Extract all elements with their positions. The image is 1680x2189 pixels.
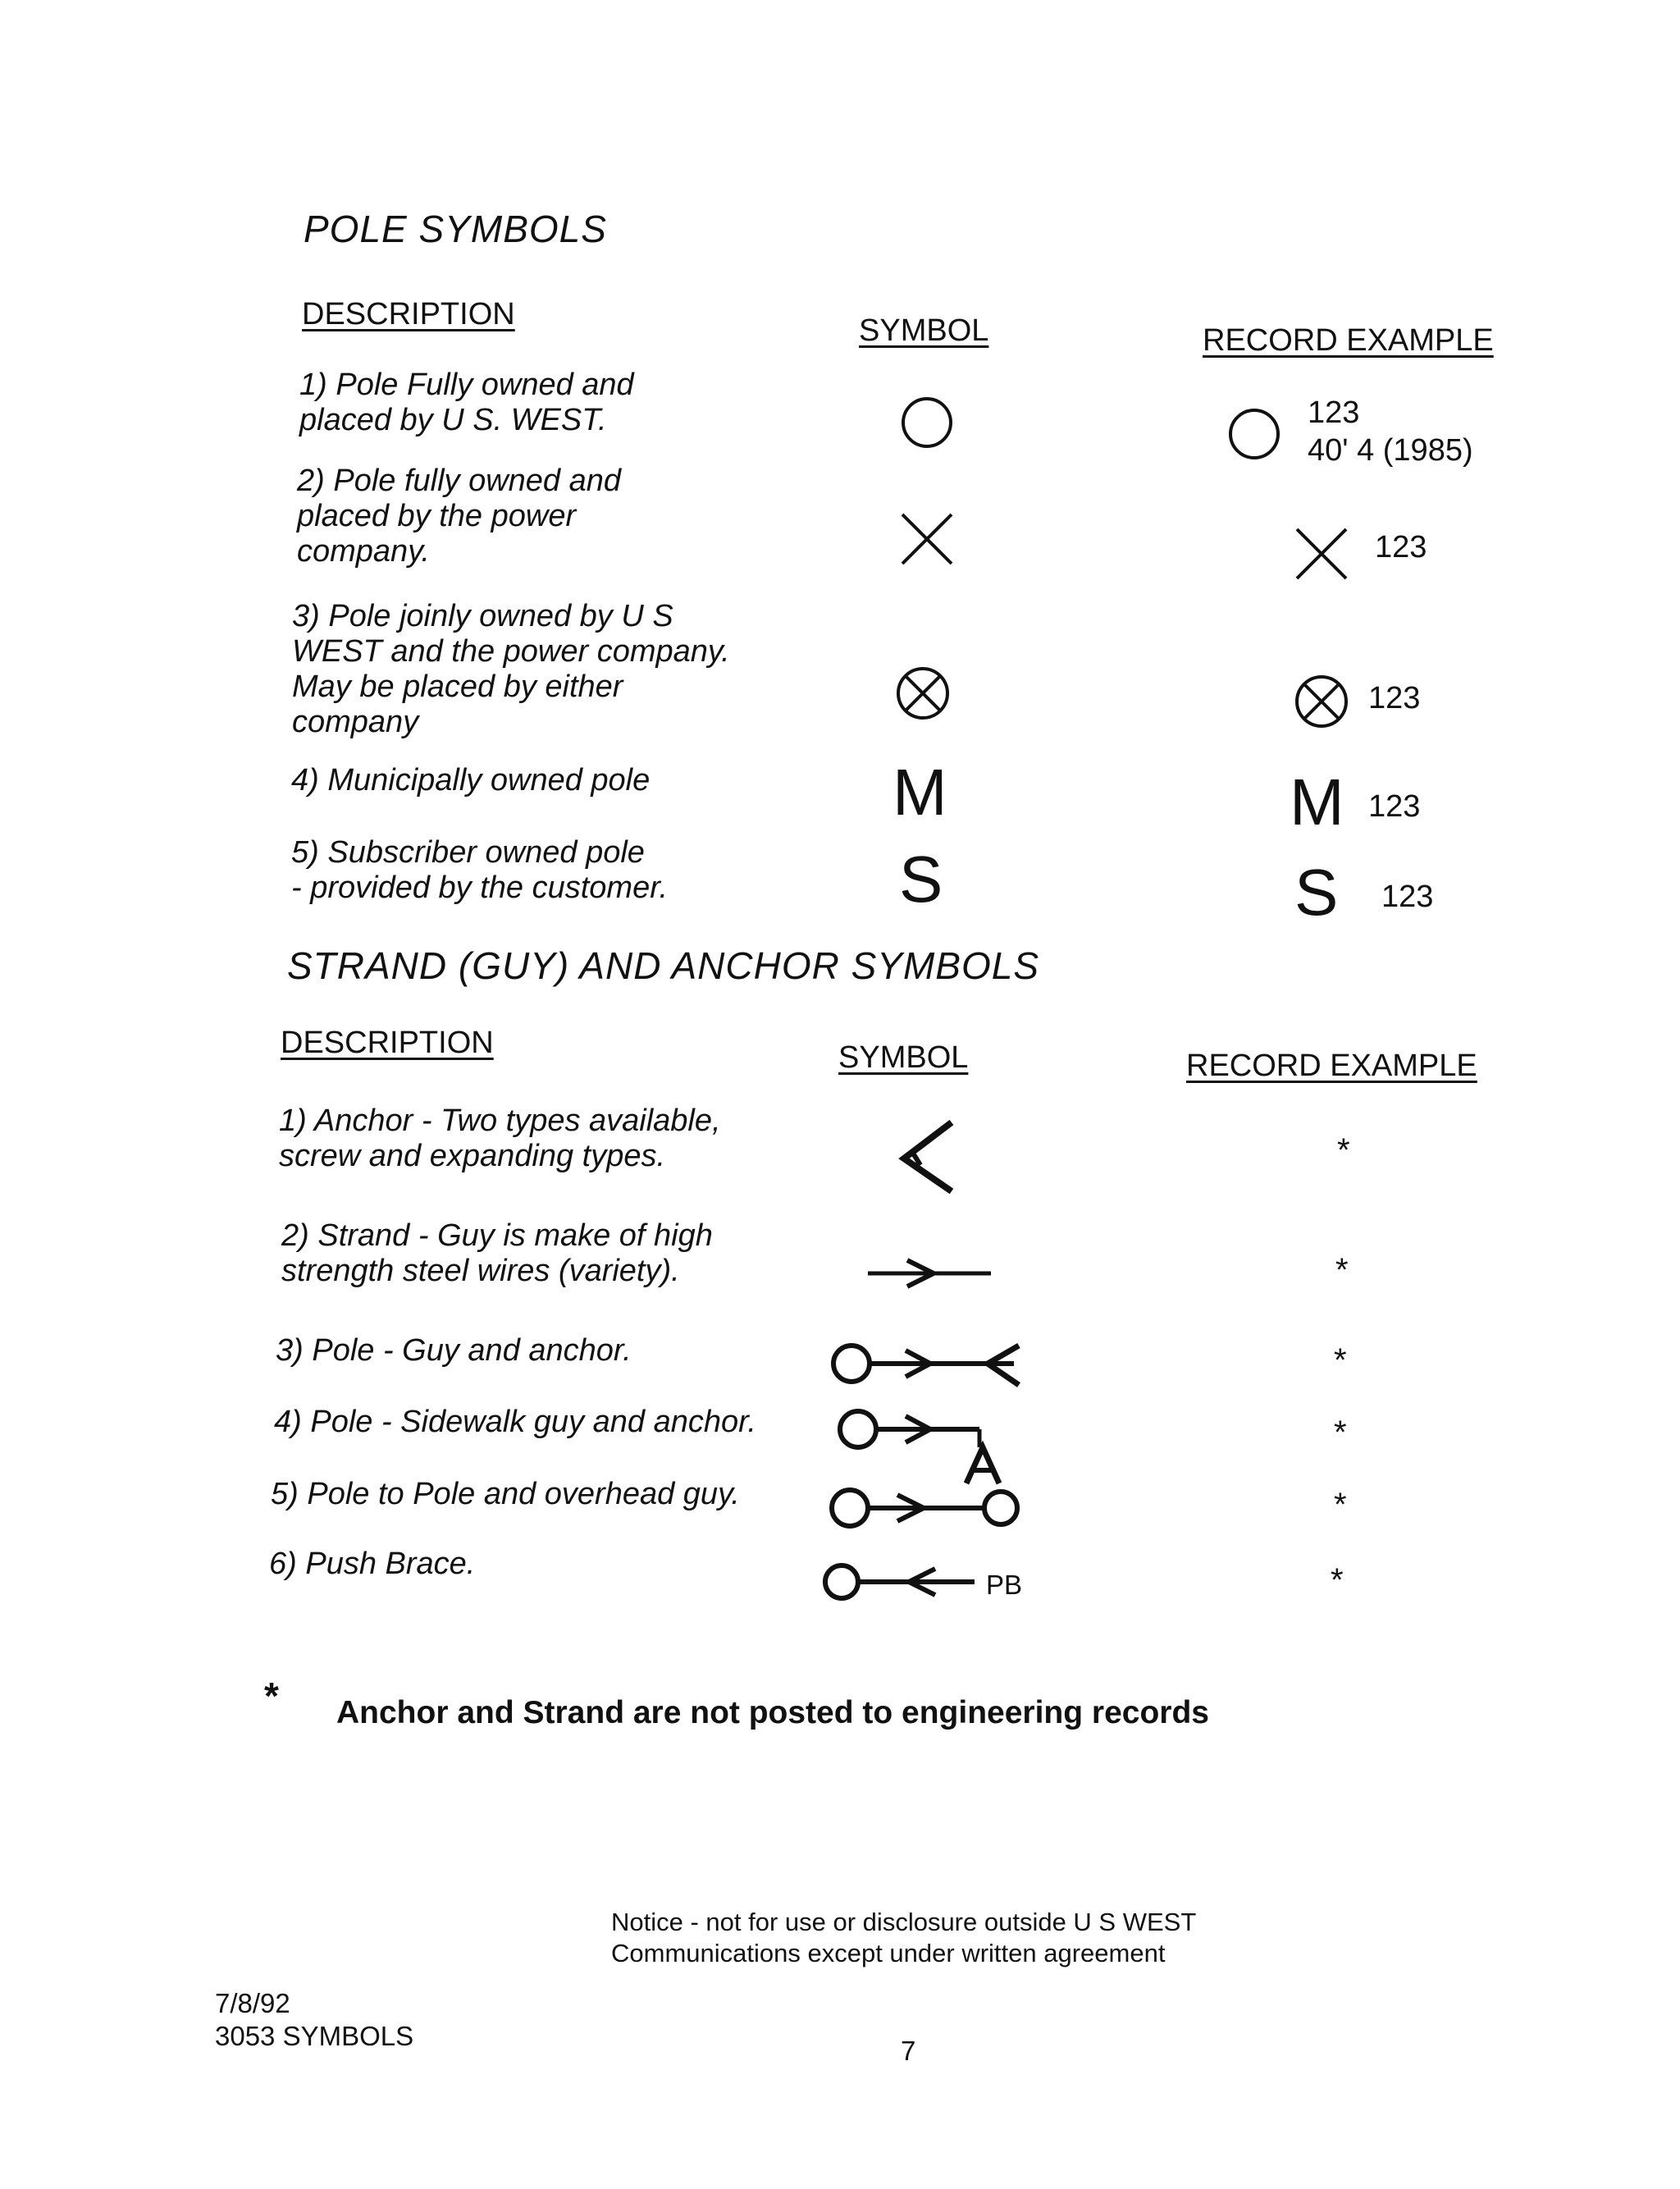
pole-desc-4: 4) Municipally owned pole: [291, 763, 651, 797]
strand-record-3: *: [1334, 1342, 1347, 1378]
pole-record-1: 123 40' 4 (1985): [1308, 395, 1473, 468]
subscriber-symbol: S: [899, 843, 943, 916]
strand-desc-2: 2) Strand - Guy is make of high strength steel wires (variety).: [281, 1218, 713, 1288]
strand-col-record: RECORD EXAMPLE: [1186, 1049, 1477, 1083]
municipal-record-symbol: M: [1290, 765, 1344, 839]
open-circle-icon: [1226, 405, 1283, 463]
circled-x-icon: [894, 665, 952, 722]
strand-col-description: DESCRIPTION: [281, 1026, 494, 1060]
footnote-marker: *: [264, 1675, 279, 1717]
pole-record-3: 123: [1368, 681, 1421, 715]
pole-desc-2: 2) Pole fully owned and placed by the power company.: [297, 464, 622, 569]
pole-to-pole-guy-icon: [827, 1483, 1024, 1537]
pole-record-5: 123: [1381, 880, 1434, 914]
footnote-text: Anchor and Strand are not posted to engineering records: [336, 1695, 1209, 1730]
open-circle-icon: [898, 394, 956, 451]
strand-record-6: *: [1331, 1562, 1344, 1598]
pole-col-symbol: SYMBOL: [859, 313, 989, 348]
pole-symbols-title: POLE SYMBOLS: [304, 208, 607, 250]
x-mark-icon: [898, 510, 956, 568]
pole-record-4: 123: [1368, 789, 1421, 824]
strand-record-4: *: [1334, 1414, 1347, 1451]
pole-col-record: RECORD EXAMPLE: [1203, 323, 1494, 358]
anchor-icon: [894, 1116, 960, 1202]
push-brace-icon: [820, 1557, 984, 1611]
strand-desc-1: 1) Anchor - Two types available, screw and expanding types.: [279, 1104, 721, 1173]
strand-record-2: *: [1335, 1252, 1349, 1288]
pole-guy-anchor-icon: [829, 1336, 1025, 1397]
confidentiality-notice: Notice - not for use or disclosure outside U S WEST Communications except under written agreement: [611, 1908, 1197, 1967]
municipal-symbol: M: [892, 756, 947, 829]
strand-desc-3: 3) Pole - Guy and anchor.: [276, 1333, 632, 1368]
pole-desc-1: 1) Pole Fully owned and placed by U S. WEST.: [299, 368, 634, 437]
strand-arrow-icon: [866, 1255, 998, 1296]
page-number: 7: [901, 2036, 916, 2066]
strand-record-5: *: [1334, 1487, 1347, 1523]
subscriber-record-symbol: S: [1294, 856, 1339, 929]
pole-record-2: 123: [1375, 530, 1427, 564]
strand-record-1: *: [1337, 1132, 1350, 1168]
footer-date: 7/8/92: [215, 1988, 290, 2018]
pole-desc-3: 3) Pole joinly owned by U S WEST and the power company. May be placed by either company: [292, 599, 730, 739]
strand-desc-6: 6) Push Brace.: [269, 1547, 476, 1581]
pole-col-description: DESCRIPTION: [302, 297, 515, 331]
push-brace-label: PB: [986, 1570, 1023, 1600]
strand-col-symbol: SYMBOL: [838, 1040, 969, 1075]
strand-anchor-title: STRAND (GUY) AND ANCHOR SYMBOLS: [287, 944, 1040, 987]
pole-desc-5: 5) Subscriber owned pole - provided by the customer.: [291, 835, 669, 905]
pole-sidewalk-guy-icon: [835, 1405, 1024, 1491]
footer-doc-id: 3053 SYMBOLS: [215, 2021, 414, 2051]
strand-desc-5: 5) Pole to Pole and overhead guy.: [271, 1477, 740, 1511]
x-mark-icon: [1293, 525, 1350, 583]
strand-desc-4: 4) Pole - Sidewalk guy and anchor.: [274, 1405, 756, 1439]
circled-x-icon: [1293, 673, 1350, 730]
